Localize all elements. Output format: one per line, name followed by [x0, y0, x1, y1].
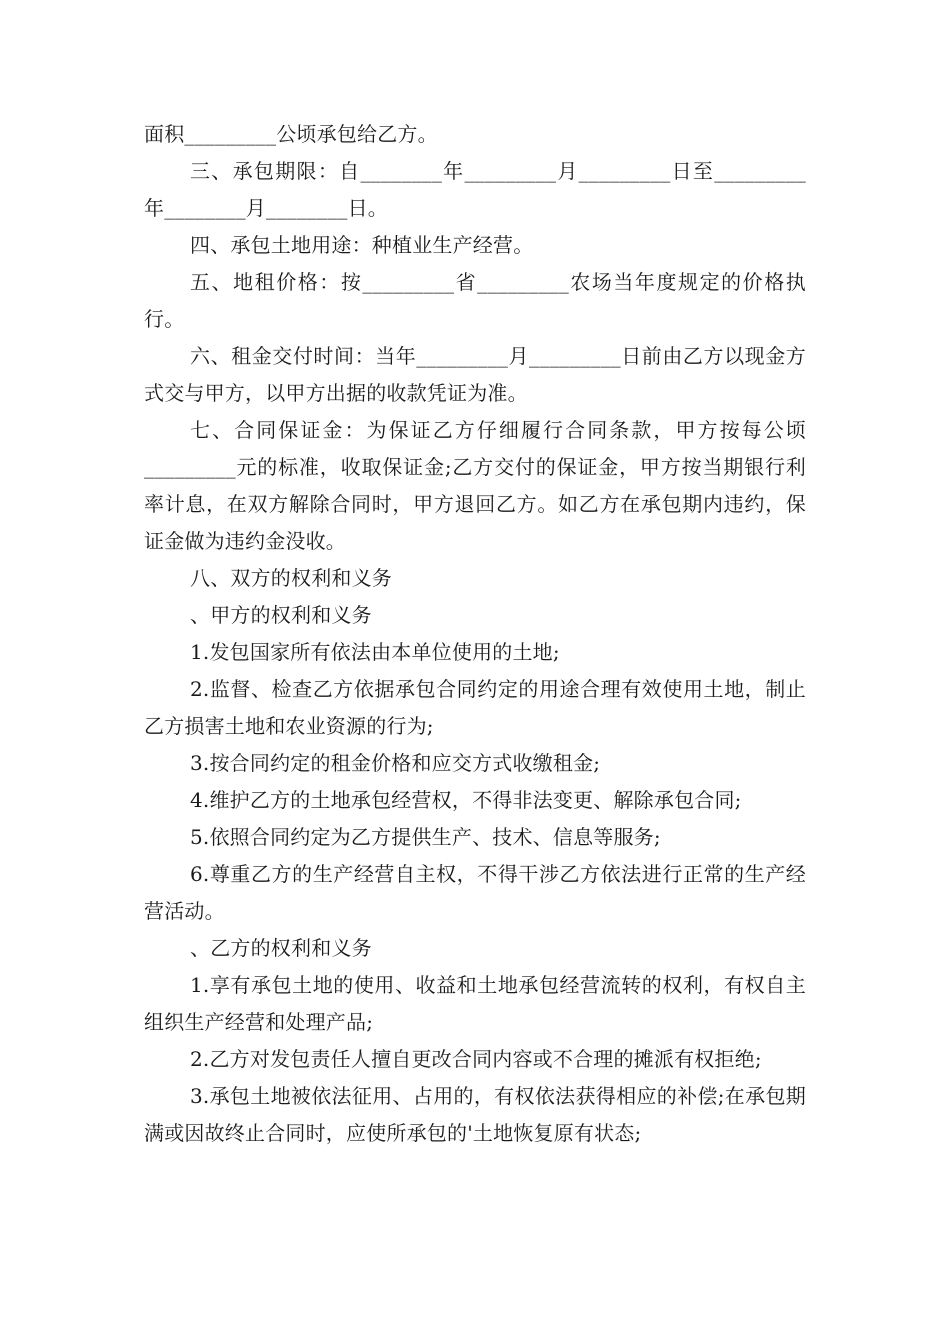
- list-item: 5.依照合同约定为乙方提供生产、技术、信息等服务;: [190, 825, 661, 849]
- list-item: 2.乙方对发包责任人擅自更改合同内容或不合理的摊派有权拒绝;: [190, 1047, 762, 1071]
- list-item: 6.尊重乙方的生产经营自主权，不得干涉乙方依法进行正常的生产经营活动。: [144, 862, 806, 923]
- list-item: 4.维护乙方的土地承包经营权，不得非法变更、解除承包合同;: [190, 788, 742, 812]
- list-item: 1.享有承包土地的使用、收益和土地承包经营流转的权利，有权自主组织生产经营和处理产品;: [144, 973, 806, 1034]
- paragraph-area: 面积_________公顷承包给乙方。: [144, 122, 438, 146]
- paragraph-deposit: 七、合同保证金：为保证乙方仔细履行合同条款，甲方按每公顷_________元的标准，收取保证金;乙方交付的保证金，甲方按当期银行利率计息，在双方解除合同时，甲方退回乙方。如乙方在承包期内违约，保证金做为违约金没收。: [144, 418, 806, 553]
- paragraph-land-use: 四、承包土地用途：种植业生产经营。: [190, 233, 534, 257]
- paragraph-rent-price: 五、地租价格：按_________省_________农场当年度规定的价格执行。: [144, 270, 806, 331]
- paragraph-rent-payment: 六、租金交付时间：当年_________月_________日前由乙方以现金方式交与甲方，以甲方出据的收款凭证为准。: [144, 344, 806, 405]
- list-item: 3.按合同约定的租金价格和应交方式收缴租金;: [190, 751, 601, 775]
- list-item: 3.承包土地被依法征用、占用的，有权依法获得相应的补偿;在承包期满或因故终止合同时，应使所承包的'土地恢复原有状态;: [144, 1084, 806, 1145]
- list-item: 1.发包国家所有依法由本单位使用的土地;: [190, 640, 560, 664]
- list-item: 2.监督、检查乙方依据承包合同约定的用途合理有效使用土地，制止乙方损害土地和农业资源的行为;: [144, 677, 806, 738]
- paragraph-term: 三、承包期限：自________年_________月_________日至_________年________月________日。: [144, 159, 806, 220]
- section-heading-rights: 八、双方的权利和义务: [190, 566, 392, 590]
- subheading-party-b: 、乙方的权利和义务: [190, 936, 372, 960]
- subheading-party-a: 、甲方的权利和义务: [190, 603, 372, 627]
